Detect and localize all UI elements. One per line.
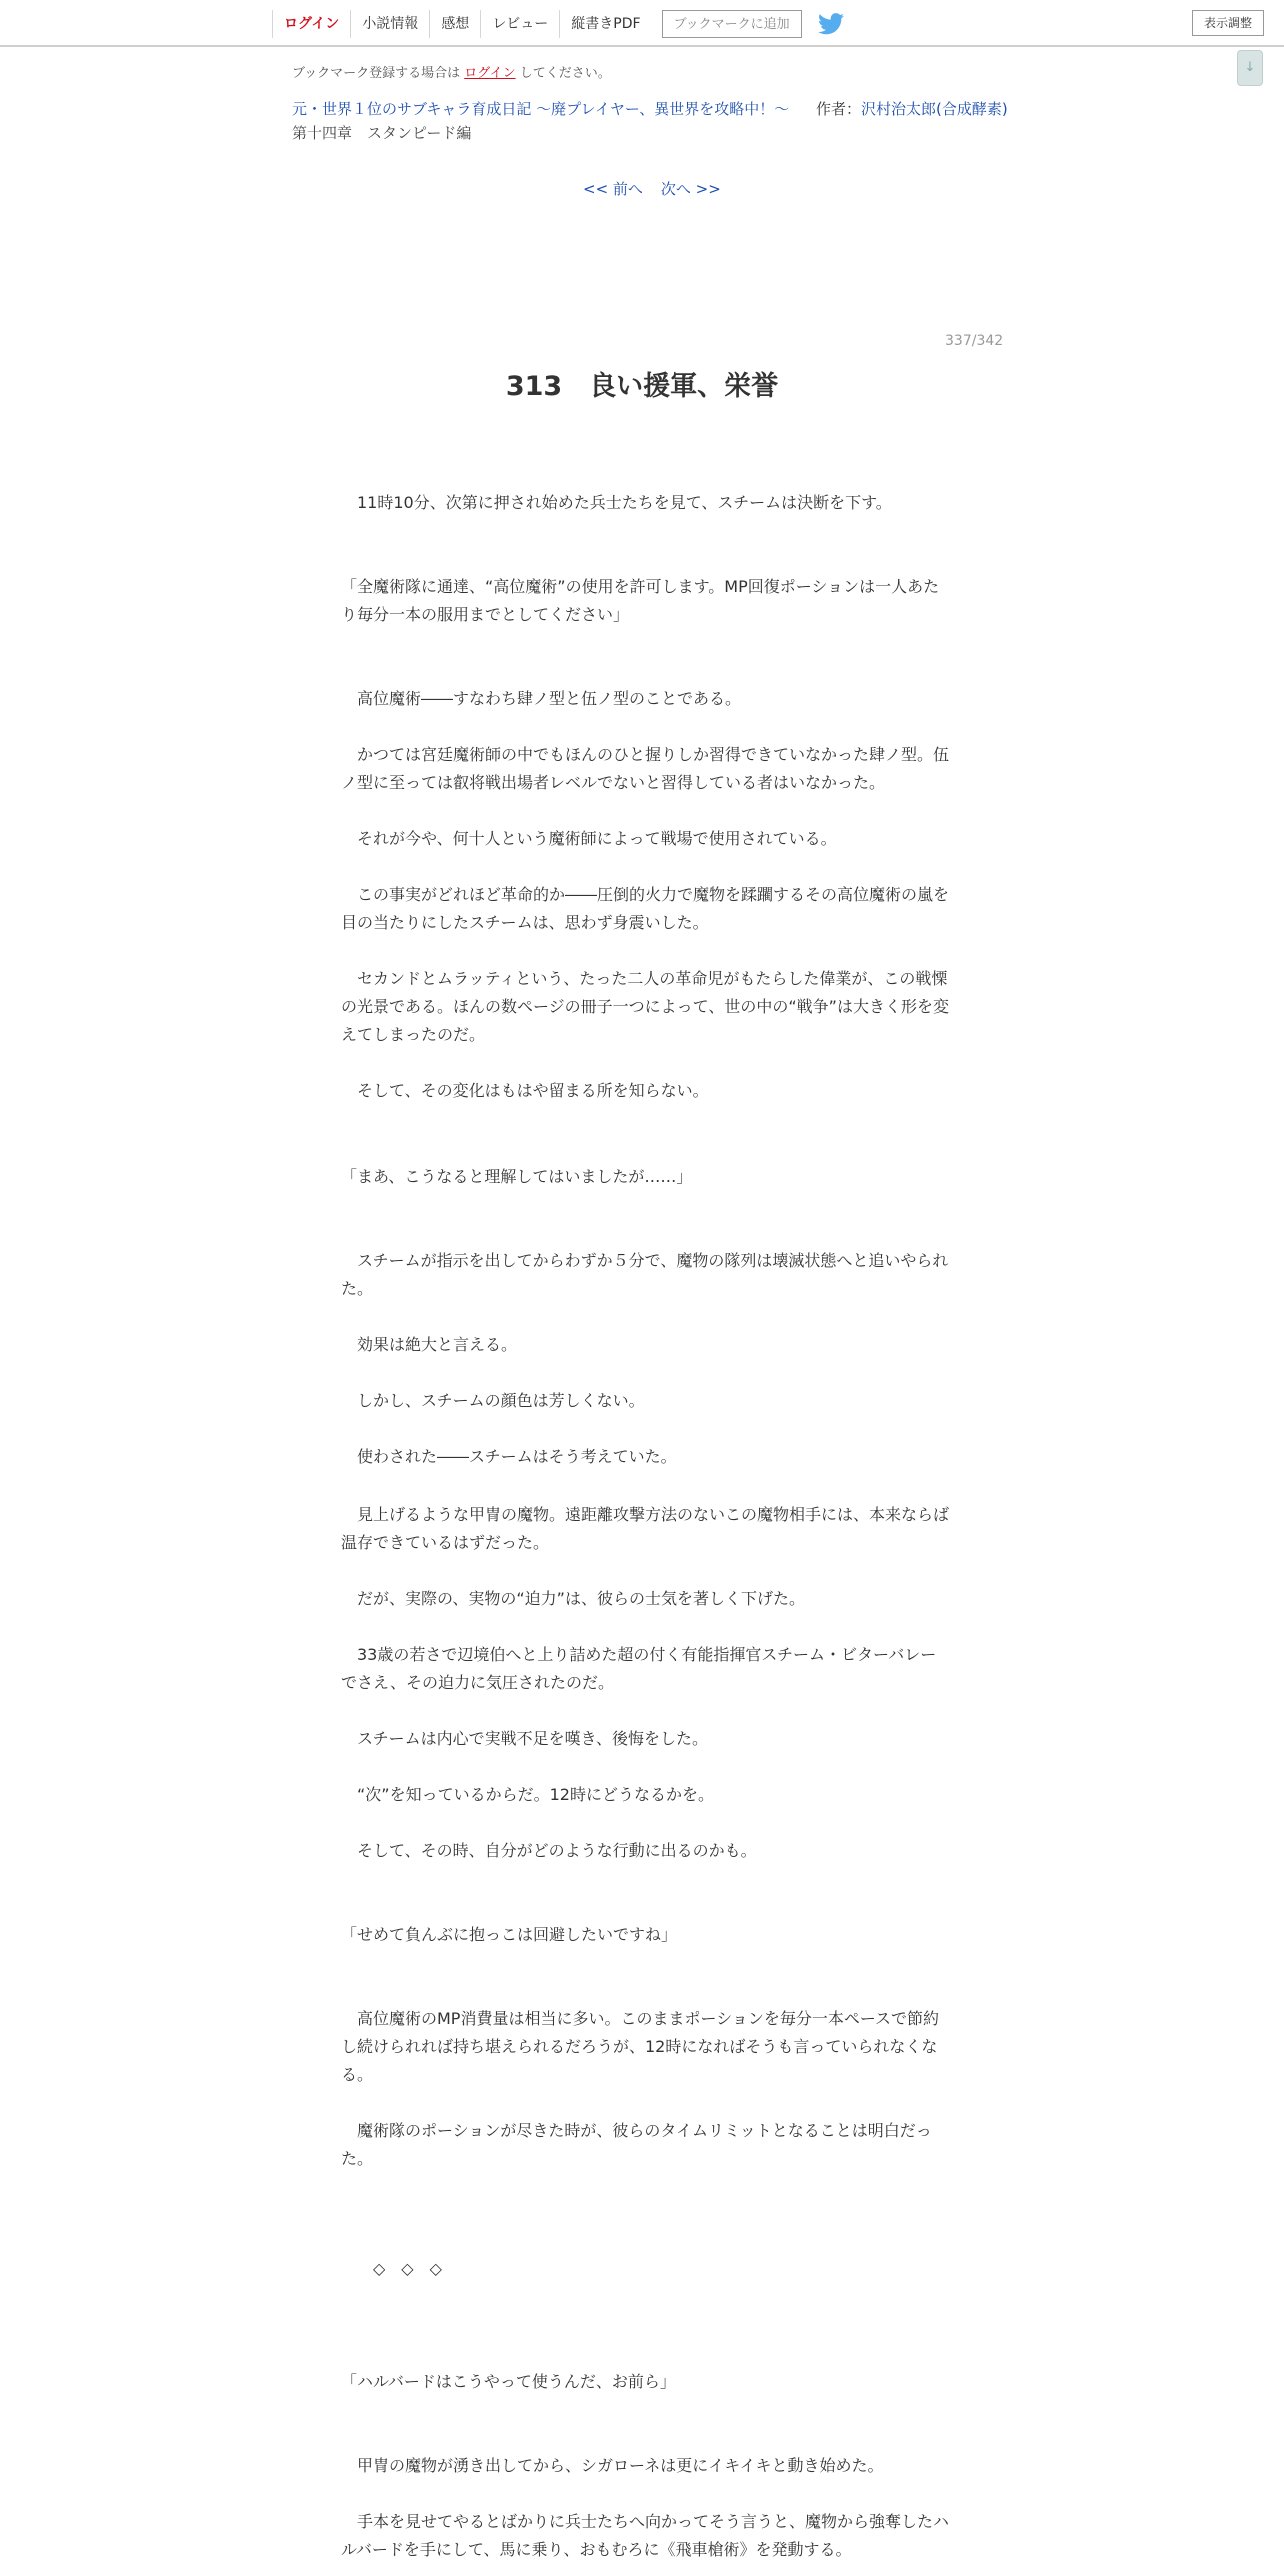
body-paragraph: そして、その変化はもはや留まる所を知らない。 xyxy=(341,1081,709,1100)
body-paragraph: 33歳の若さで辺境伯へと上り詰めた超の付く有能指揮官スチーム・ビターバレーでさえ、その迫力に気圧されたのだ。 xyxy=(341,1645,937,1692)
body-paragraph: そして、その時、自分がどのような行動に出るのかも。 xyxy=(341,1841,757,1860)
episode-page-number: 337/342 xyxy=(945,333,1004,349)
author-label: 作者： xyxy=(816,100,862,118)
nav-impressions-link[interactable]: 感想 xyxy=(429,10,480,38)
episode-pager xyxy=(583,178,721,199)
nav-login-link[interactable]: ログイン xyxy=(272,10,350,38)
body-paragraph: 11時10分、次第に押され始めた兵士たちを見て、スチームは決断を下す。 xyxy=(341,493,892,512)
series-title-link[interactable]: 元・世界１位のサブキャラ育成日記 ～廃プレイヤー、異世界を攻略中！～ xyxy=(292,100,790,118)
twitter-icon[interactable] xyxy=(818,13,844,35)
author-link[interactable]: 沢村治太郎(合成酵素) xyxy=(861,100,1008,118)
scene-break: ◇ ◇ ◇ xyxy=(341,2259,442,2278)
body-paragraph: セカンドとムラッティという、たった二人の革命児がもたらした偉業が、この戦慄の光景である。ほんの数ページの冊子一つによって、世の中の“戦争”は大きく形を変えてしまったのだ。 xyxy=(341,969,949,1044)
body-paragraph: 甲冑の魔物が湧き出してから、シガローネは更にイキイキと動き始めた。 xyxy=(341,2456,884,2475)
body-paragraph: だが、実際の、実物の“迫力”は、彼らの士気を著しく下げた。 xyxy=(341,1589,805,1608)
login-note-link[interactable]: ログイン xyxy=(464,66,516,81)
body-paragraph: しかし、スチームの顔色は芳しくない。 xyxy=(341,1391,645,1410)
add-bookmark-button[interactable]: ブックマークに追加 xyxy=(662,10,802,38)
body-paragraph: “次”を知っているからだ。12時にどうなるかを。 xyxy=(341,1785,714,1804)
body-paragraph: 「せめて負んぶに抱っこは回避したいですね」 xyxy=(341,1925,678,1944)
series-header xyxy=(292,98,1008,119)
body-paragraph: この事実がどれほど革命的か――圧倒的火力で魔物を蹂躙するその高位魔術の嵐を目の当たりにしたスチームは、思わず身震いした。 xyxy=(341,885,950,932)
login-note-prefix: ブックマーク登録する場合は xyxy=(292,66,461,81)
login-note-suffix: してください。 xyxy=(519,66,611,81)
body-paragraph: 魔術隊のポーションが尽きた時が、彼らのタイムリミットとなることは明白だった。 xyxy=(341,2121,932,2168)
top-navigation-bar xyxy=(0,0,1284,47)
body-paragraph: スチームは内心で実戦不足を嘆き、後悔をした。 xyxy=(341,1729,709,1748)
prev-episode-link[interactable]: << 前へ xyxy=(583,180,643,198)
body-paragraph: 高位魔術のMP消費量は相当に多い。このままポーションを毎分一本ペースで節約し続けられれば持ち堪えられるだろうが、12時になればそうも言っていられなくなる。 xyxy=(341,2009,940,2084)
chapter-name: 第十四章 スタンピード編 xyxy=(292,124,472,142)
body-paragraph: 「まあ、こうなると理解してはいましたが……」 xyxy=(341,1167,693,1186)
body-paragraph: 手本を見せてやるとばかりに兵士たちへ向かってそう言うと、魔物から強奪したハルバードを手にして、馬に乗り、おもむろに《飛車槍術》を発動する。 xyxy=(341,2512,950,2559)
body-paragraph: 「全魔術隊に通達、“高位魔術”の使用を許可します。MP回復ポーションは一人あたり毎分一本の服用までとしてください」 xyxy=(341,577,940,624)
body-paragraph: 高位魔術――すなわち肆ノ型と伍ノ型のことである。 xyxy=(341,689,742,708)
body-paragraph: かつては宮廷魔術師の中でもほんのひと握りしか習得できていなかった肆ノ型。伍ノ型に至っては叡将戦出場者レベルでないと習得している者はいなかった。 xyxy=(341,745,950,792)
body-paragraph: 「ハルバードはこうやって使うんだ、お前ら」 xyxy=(341,2372,676,2391)
nav-vertical-pdf-link[interactable]: 縦書きPDF xyxy=(559,10,651,38)
body-paragraph: 見上げるような甲冑の魔物。遠距離攻撃方法のないこの魔物相手には、本来ならば温存できているはずだった。 xyxy=(341,1505,950,1552)
nav-novel-info-link[interactable]: 小説情報 xyxy=(350,10,429,38)
scroll-down-button[interactable]: ↓ xyxy=(1237,50,1263,86)
body-paragraph: 効果は絶大と言える。 xyxy=(341,1335,518,1354)
bookmark-login-note xyxy=(292,62,611,81)
body-paragraph: それが今や、何十人という魔術師によって戦場で使用されている。 xyxy=(341,829,837,848)
nav-menu xyxy=(272,10,844,38)
nav-review-link[interactable]: レビュー xyxy=(480,10,559,38)
episode-title: 313 良い援軍、栄誉 xyxy=(505,371,779,402)
body-paragraph: 使わされた――スチームはそう考えていた。 xyxy=(341,1447,677,1466)
next-episode-link[interactable]: 次へ >> xyxy=(660,180,721,198)
display-settings-button[interactable]: 表示調整 xyxy=(1192,10,1264,36)
body-paragraph: スチームが指示を出してからわずか５分で、魔物の隊列は壊滅状態へと追いやられた。 xyxy=(341,1251,949,1298)
